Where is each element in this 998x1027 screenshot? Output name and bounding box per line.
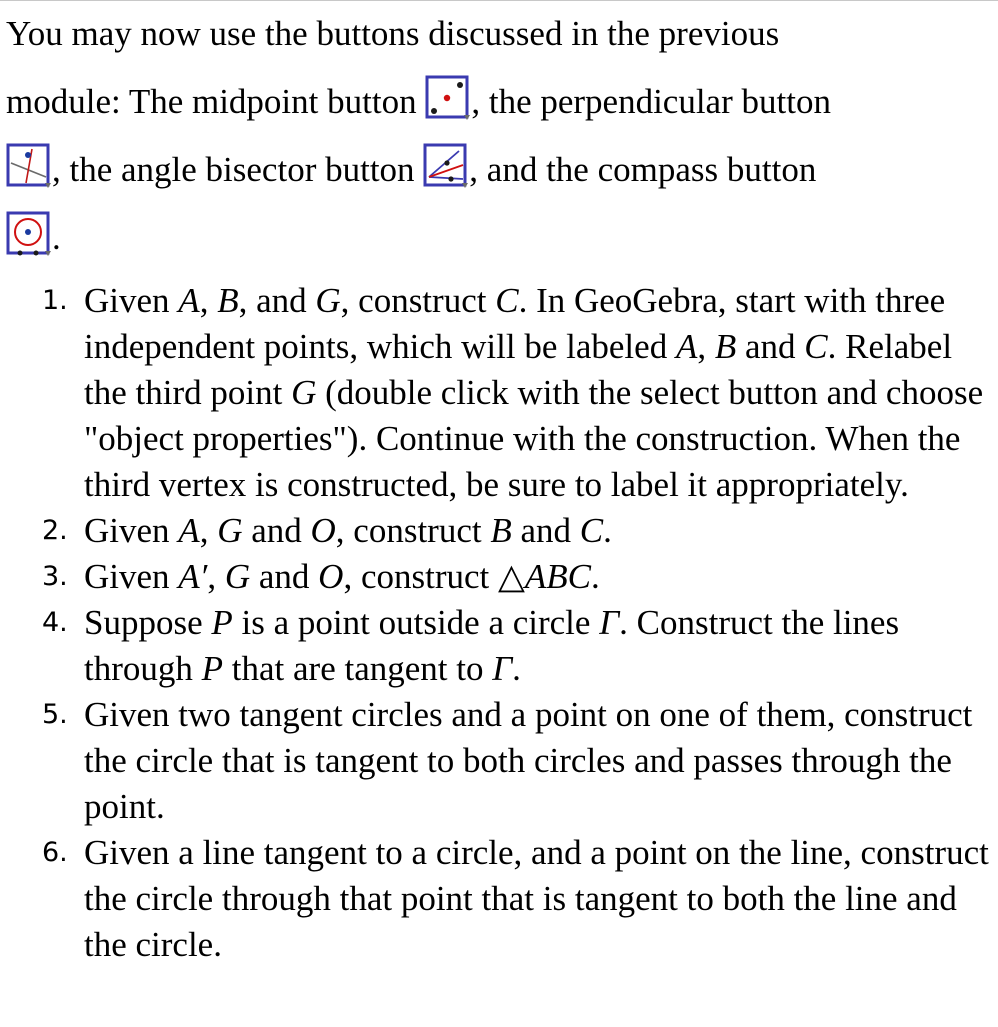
task-item <box>42 554 990 600</box>
math-symbol: Γ <box>492 649 513 688</box>
task-text: Given <box>84 281 179 320</box>
task-text: (double click with the select button and choose "object properties"). Continue with the construction. When the third vertex is constructed, be sure to label it appropriately. <box>84 373 984 504</box>
task-text: , <box>697 327 715 366</box>
task-text: . In GeoGebra, start with three independent points, which will be labeled <box>84 281 946 366</box>
math-symbol: O <box>310 511 336 550</box>
math-symbol: B <box>217 281 239 320</box>
perpendicular-icon <box>6 143 52 189</box>
math-symbol: G <box>224 557 251 596</box>
task-number: 6. <box>42 837 68 868</box>
math-symbol: G <box>291 373 317 412</box>
math-symbol: A <box>675 327 698 366</box>
intro-text-1: You may now use the buttons discussed in the previous <box>6 14 780 53</box>
task-text: that are tangent to <box>223 649 493 688</box>
math-symbol: P <box>201 649 224 688</box>
task-item <box>42 508 990 554</box>
intro-paragraph <box>6 0 991 272</box>
intro-text-4-end: . <box>52 218 61 257</box>
task-text: . Construct the lines through <box>84 603 900 688</box>
task-text: . <box>591 557 600 596</box>
math-symbol: O <box>318 557 344 596</box>
task-text: . <box>603 511 612 550</box>
task-number: 4. <box>42 607 68 638</box>
math-symbol: B <box>490 511 512 550</box>
math-symbol: P <box>211 603 233 642</box>
task-text: Given a line tangent to a circle, and a point on the line, construct the circle through that point that is tangent to both the line and the circle. <box>84 833 989 964</box>
task-text: , and <box>238 281 316 320</box>
task-item <box>42 692 990 830</box>
task-text: Suppose <box>84 603 212 642</box>
intro-line-1 <box>6 0 991 68</box>
task-number: 2. <box>42 515 68 546</box>
angle-bisector-icon <box>423 143 469 189</box>
midpoint-icon <box>425 75 471 121</box>
task-number: 3. <box>42 561 68 592</box>
math-symbol: △ABC <box>498 557 592 596</box>
task-text: is a point outside a circle <box>232 603 600 642</box>
intro-line-2 <box>6 68 991 136</box>
math-symbol: A′ <box>178 557 208 596</box>
math-symbol: A <box>178 281 200 320</box>
compass-icon <box>6 211 52 257</box>
task-text: and <box>511 511 580 550</box>
task-text: , <box>199 281 218 320</box>
task-text: , construct <box>335 511 491 550</box>
task-text: Given two tangent circles and a point on one of them, construct the circle that is tangent to both circles and passes through the point. <box>84 695 973 826</box>
intro-text-2b: , the perpendicular button <box>471 82 831 121</box>
task-number: 1. <box>42 285 68 316</box>
task-text: , construct <box>343 557 498 596</box>
task-item <box>42 830 990 968</box>
math-symbol: A <box>178 511 200 550</box>
intro-line-4 <box>6 204 991 272</box>
task-text: , construct <box>340 281 496 320</box>
task-text: , <box>199 511 218 550</box>
task-text: . Relabel the third point <box>84 327 953 412</box>
task-text: Given <box>84 511 179 550</box>
task-text: , <box>207 557 225 596</box>
task-text: and <box>242 511 311 550</box>
task-item <box>42 600 990 692</box>
math-symbol: C <box>579 511 604 550</box>
task-number: 5. <box>42 699 68 730</box>
math-symbol: C <box>804 327 828 366</box>
task-text: and <box>250 557 319 596</box>
math-symbol: G <box>315 281 341 320</box>
math-symbol: C <box>495 281 519 320</box>
task-text: . <box>512 649 521 688</box>
task-item <box>42 278 990 508</box>
task-text: Given <box>84 557 179 596</box>
task-text: and <box>736 327 805 366</box>
intro-text-2a: module: The midpoint button <box>6 82 426 121</box>
intro-text-3a: , the angle bisector button <box>52 150 424 189</box>
math-symbol: Γ <box>599 603 620 642</box>
task-list <box>0 278 990 968</box>
intro-text-3b: , and the compass button <box>469 150 817 189</box>
math-symbol: B <box>714 327 737 366</box>
math-symbol: G <box>217 511 243 550</box>
intro-line-3 <box>6 136 991 204</box>
